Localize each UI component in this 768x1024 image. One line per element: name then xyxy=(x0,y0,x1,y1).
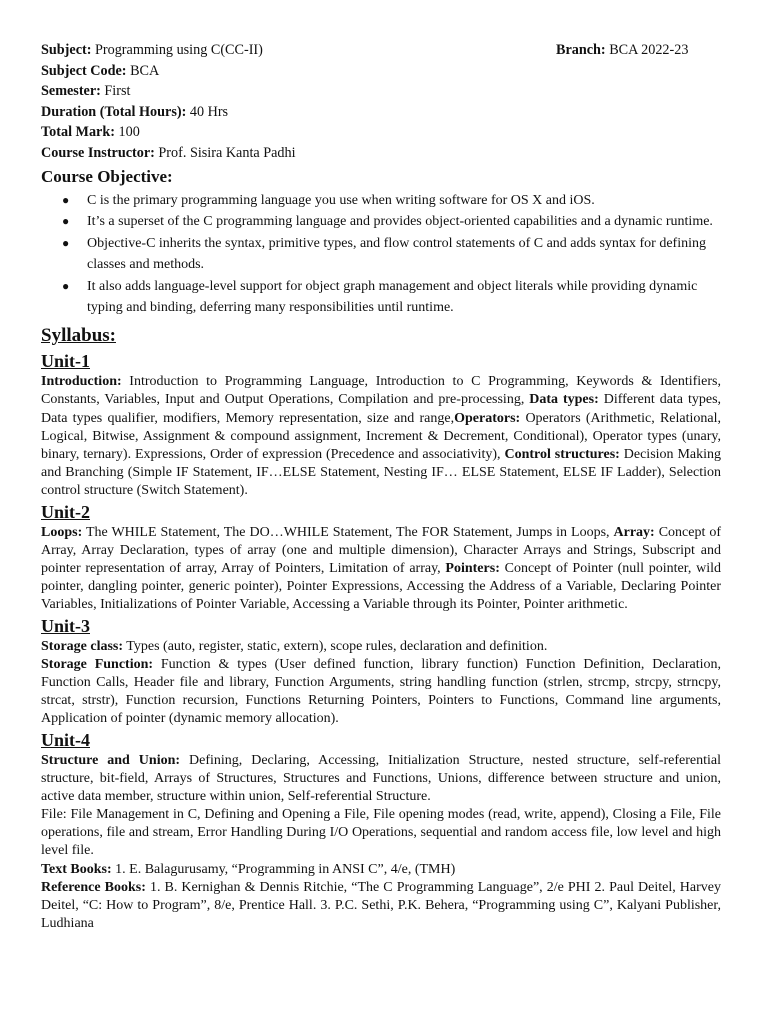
instructor-label: Course Instructor: xyxy=(41,144,155,161)
total-mark-label: Total Mark: xyxy=(41,124,115,140)
unit-3-heading: Unit-3 xyxy=(41,616,90,636)
objective-text: C is the primary programming language you use when writing software for OS X and iOS. xyxy=(87,193,595,208)
introduction-text: Introduction to Programming Language, Introduction to C Programming, Keywords & Identifiers, Constants, Variables, Input and Output Operations, Compilation and pre-processing, xyxy=(41,374,721,408)
control-structures-label: Control structures: xyxy=(504,446,620,462)
objective-item xyxy=(41,276,721,319)
storage-class-paragraph xyxy=(41,638,721,656)
objective-text: Objective-C inherits the syntax, primitive types, and flow control statements of C and adds syntax for defining classes and methods. xyxy=(87,235,706,273)
unit-1-content xyxy=(41,373,721,499)
total-mark-value: 100 xyxy=(118,124,140,140)
storage-class-label: Storage class: xyxy=(41,639,124,654)
pointers-text: Concept of Pointer (null pointer, wild pointer, dangling pointer, generic pointer), Pointer Expressions, Accessing the Address of a Variable, Declaring Pointer Variables, Initializations of Pointer Variable, Accessing a Variable through its Pointer, Pointer arithmetic. xyxy=(41,560,721,612)
course-objective-list xyxy=(41,190,721,318)
reference-books-paragraph xyxy=(41,879,721,933)
operators-text: Operators (Arithmetic, Relational, Logical, Bitwise, Assignment & compound assignment, Increment & Decrement, Conditional), Operator types (unary, binary, ternary). Expressions, Order of expression (Precedence and associativity), xyxy=(41,410,721,462)
storage-function-paragraph xyxy=(41,656,721,728)
objective-item xyxy=(41,233,721,276)
syllabus-heading: Syllabus: xyxy=(41,325,116,347)
storage-function-text: Function & types (User defined function, library function) Function Definition, Declaration, Function Calls, Header file and library, Function Arguments, string handling function (strlen, strcmp, strcpy, strncpy, strcat, strstr), Function recursion, Functions Returning Pointers, Pointers to Functions, Command line arguments, Application of pointer (dynamic memory allocation). xyxy=(41,657,721,727)
structure-union-text: Defining, Declaring, Accessing, Initialization Structure, nested structure, self-referential structure, bit-field, Arrays of Structures, Structures and Functions, Unions, difference between structure and union, active data member, structure within union, Self-referential Structure. xyxy=(41,753,721,805)
control-structures-text: Decision Making and Branching (Simple IF Statement, IF…ELSE Statement, Nesting IF… ELSE Statement, ELSE IF Ladder), Selection control structure (Switch Statement). xyxy=(41,446,721,498)
duration-row xyxy=(41,102,721,123)
reference-books-text: 1. B. Kernighan & Dennis Ritchie, “The C Programming Language”, 2/e PHI 2. Paul Deitel, Harvey Deitel, “C: How to Program”, 8/e, Prentice Hall. 3. P.C. Sethi, P.K. Behera, “Programming using C”, Kalyani Publisher, Ludhiana xyxy=(41,879,721,931)
unit-2-heading: Unit-2 xyxy=(41,501,90,522)
unit-2-content xyxy=(41,524,721,614)
subject-code-row xyxy=(41,61,721,82)
course-objective-heading: Course Objective: xyxy=(41,167,173,186)
bullet-icon: ● xyxy=(62,278,70,293)
loops-label: Loops: xyxy=(41,524,83,540)
unit-1-heading: Unit-1 xyxy=(41,351,90,372)
structure-union-paragraph xyxy=(41,752,721,806)
loops-text: The WHILE Statement, The DO…WHILE Statement, The FOR Statement, Jumps in Loops, xyxy=(82,524,614,540)
operators-label: Operators: xyxy=(454,410,521,426)
subject-label: Subject: xyxy=(41,42,92,58)
objective-item xyxy=(41,211,721,232)
storage-class-text: Types (auto, register, static, extern), scope rules, declaration and definition. xyxy=(123,639,548,654)
data-types-text: Different data types, Data types qualifier, modifiers, Memory representation, size and range, xyxy=(41,392,722,426)
text-books-paragraph xyxy=(41,861,721,879)
unit-4-heading: Unit-4 xyxy=(41,730,90,751)
objective-text: It also adds language-level support for object graph management and object literals while providing dynamic typing and binding, deferring many responsibilities until runtime. xyxy=(87,278,698,316)
objective-item xyxy=(41,190,721,211)
subject-code-value: BCA xyxy=(130,62,160,79)
objective-text: It’s a superset of the C programming language and provides object-oriented capabilities and a dynamic runtime. xyxy=(87,214,713,230)
storage-function-label: Storage Function: xyxy=(41,657,154,673)
subject-row xyxy=(41,40,721,61)
reference-books-label: Reference Books: xyxy=(41,879,146,895)
syllabus-document xyxy=(41,40,721,933)
text-books-label: Text Books: xyxy=(41,861,112,877)
file-paragraph: File: File Management in C, Defining and Opening a File, File opening modes (read, write, append), Closing a File, File operations, file and stream, Error Handling During I/O Operations, sequential and random access file, low level and high level file. xyxy=(41,807,721,859)
semester-value: First xyxy=(104,83,131,99)
structure-union-label: Structure and Union: xyxy=(41,753,181,769)
array-label: Array: xyxy=(613,524,655,540)
branch-value: BCA 2022-23 xyxy=(609,42,689,58)
bullet-icon: ● xyxy=(62,193,70,207)
course-meta xyxy=(41,40,721,163)
text-books-text: 1. E. Balagurusamy, “Programming in ANSI C”, 4/e, (TMH) xyxy=(111,861,456,877)
duration-label: Duration (Total Hours): xyxy=(41,103,187,120)
pointers-label: Pointers: xyxy=(445,560,500,576)
bullet-icon: ● xyxy=(62,214,70,229)
introduction-label: Introduction: xyxy=(41,374,122,390)
branch-field xyxy=(556,40,688,61)
data-types-label: Data types: xyxy=(529,392,599,408)
instructor-row xyxy=(41,143,721,164)
branch-label: Branch: xyxy=(556,42,606,58)
array-text: Concept of Array, Array Declaration, types of array (one and multiple dimension), Character Arrays and Strings, Subscript and pointer representation of array, Array of Pointers, Limitation of array, xyxy=(41,524,721,576)
semester-label: Semester: xyxy=(41,83,101,99)
bullet-icon: ● xyxy=(62,235,70,250)
instructor-value: Prof. Sisira Kanta Padhi xyxy=(158,144,296,161)
subject-value: Programming using C(CC-II) xyxy=(95,42,263,58)
subject-code-label: Subject Code: xyxy=(41,62,127,79)
semester-row xyxy=(41,81,721,102)
total-mark-row xyxy=(41,122,721,143)
duration-value: 40 Hrs xyxy=(189,103,229,120)
